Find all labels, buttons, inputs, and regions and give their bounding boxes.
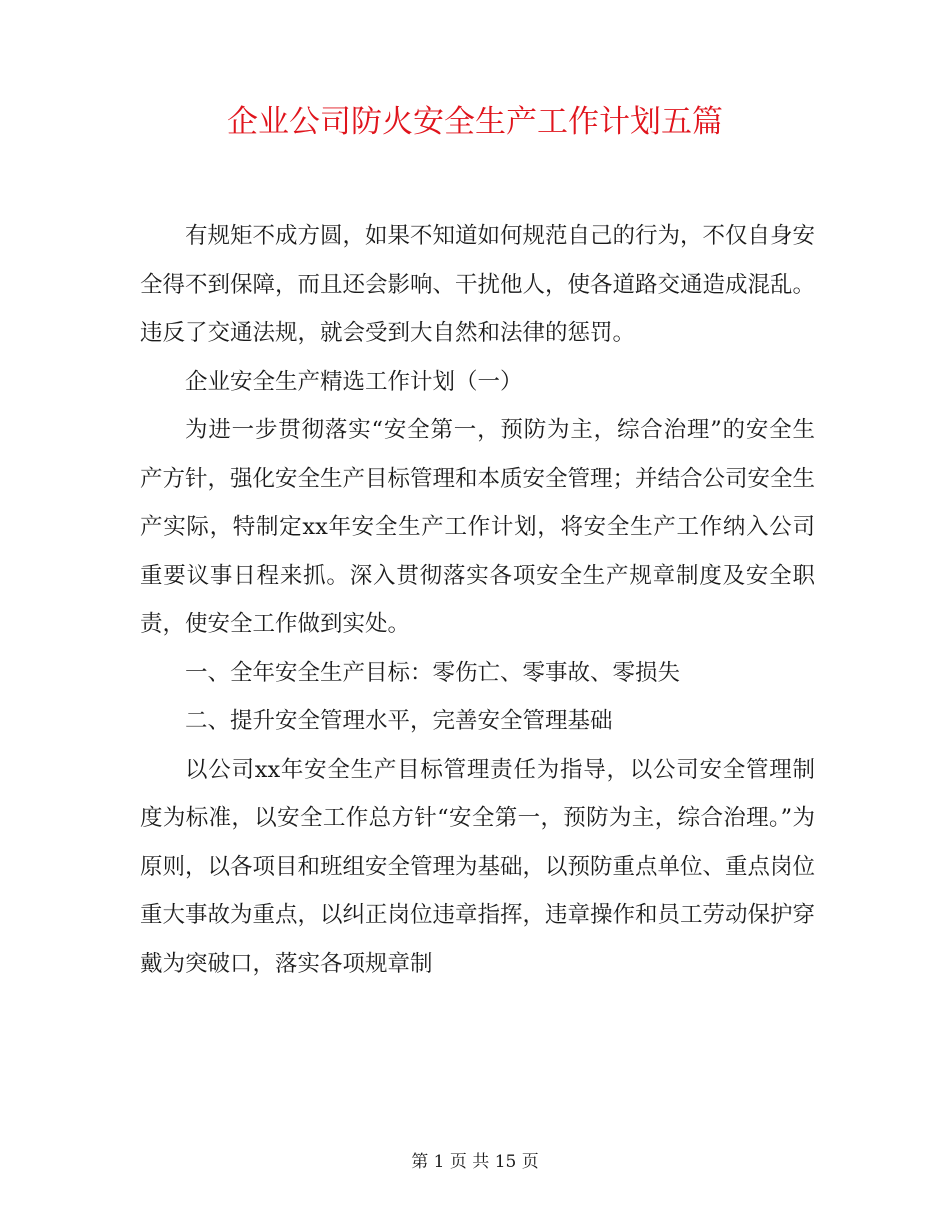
paragraph-guidance: 以公司xx年安全生产目标管理责任为指导，以公司安全管理制度为标准，以安全工作总方针“安全第一，预防为主，综合治理。”为原则，以各项目和班组安全管理为基础，以预防重点单位、重点岗位重大事故为重点，以纠正岗位违章指挥，违章操作和员工劳动保护穿戴为突破口，落实各项规章制	[140, 756, 816, 977]
item-heading-1: 一、全年安全生产目标：零伤亡、零事故、零损失	[185, 659, 681, 686]
item-heading-2: 二、提升安全管理水平，完善安全管理基础	[185, 708, 613, 734]
section-heading: 企业安全生产精选工作计划（一）	[185, 368, 523, 395]
page-footer: 第 1 页 共 15 页	[411, 1152, 539, 1172]
document-body	[140, 212, 815, 988]
document-title: 企业公司防火安全生产工作计划五篇	[227, 104, 723, 140]
paragraph-purpose: 为进一步贯彻落实“安全第一，预防为主，综合治理”的安全生产方针，强化安全生产目标管理和本质安全管理；并结合公司安全生产实际，特制定xx年安全生产工作计划，将安全生产工作纳入公司重要议事日程来抓。深入贯彻落实各项安全生产规章制度及安全职责，使安全工作做到实处。	[140, 417, 816, 637]
paragraph-intro: 有规矩不成方圆，如果不知道如何规范自己的行为，不仅自身安全得不到保障，而且还会影响、干扰他人，使各道路交通造成混乱。违反了交通法规，就会受到大自然和法律的惩罚。	[140, 223, 816, 346]
